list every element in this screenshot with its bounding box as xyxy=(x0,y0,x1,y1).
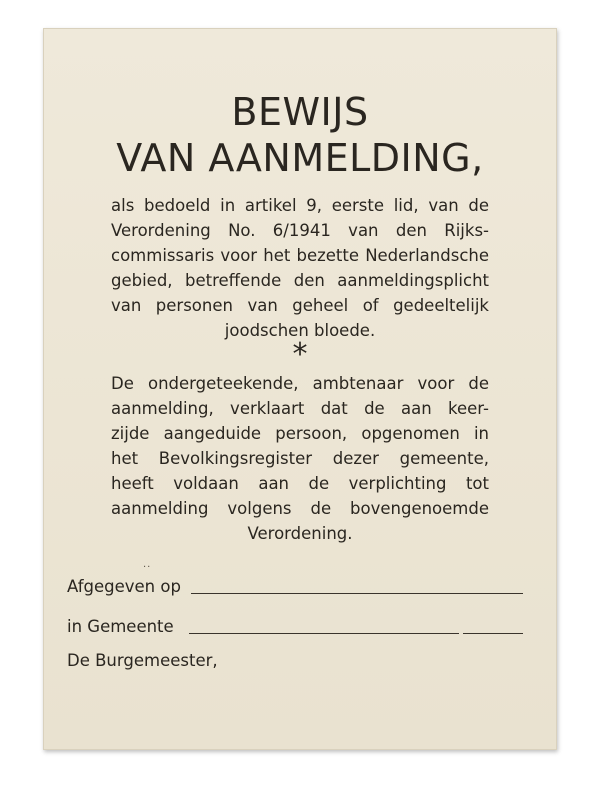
intro-line: joodschen bloede. xyxy=(224,321,376,340)
declaration-line: Verordening. xyxy=(247,524,353,543)
document-title-line2: VAN AANMELDING, xyxy=(116,136,484,180)
issued-on-label: Afgegeven op xyxy=(67,577,181,596)
declaration-line: aanmelding, verklaart dat de aan keer- xyxy=(111,399,489,418)
intro-line: als bedoeld in artikel 9, eerste lid, van de xyxy=(111,196,489,215)
intro-paragraph xyxy=(111,193,489,343)
mayor-field xyxy=(67,648,525,674)
municipality-fill-line-end xyxy=(463,633,523,634)
declaration-line: aanmelding volgens de bovengenoemde xyxy=(111,499,489,518)
asterisk-separator: * xyxy=(292,337,308,372)
declaration-line: het Bevolkingsregister dezer gemeente, xyxy=(111,449,489,468)
intro-line: commissaris voor het bezette Nederlandsche xyxy=(111,246,489,265)
intro-line: Verordening No. 6/1941 van den Rijks- xyxy=(111,221,489,240)
declaration-paragraph xyxy=(111,371,489,546)
municipality-label: in Gemeente xyxy=(67,617,174,636)
ink-speck: ·· xyxy=(143,562,152,573)
mayor-label: De Burgemeester, xyxy=(67,651,218,670)
intro-line: gebied, betreffende den aanmeldingsplicht xyxy=(111,271,489,290)
declaration-line: zijde aangeduide persoon, opgenomen in xyxy=(111,424,489,443)
municipality-fill-line xyxy=(189,633,459,634)
document-title-line1: BEWIJS xyxy=(231,90,369,134)
declaration-line: heeft voldaan aan de verplichting tot xyxy=(111,474,489,493)
declaration-line: De ondergeteekende, ambtenaar voor de xyxy=(111,374,489,393)
municipality-field xyxy=(67,614,525,640)
issued-on-field xyxy=(67,574,525,600)
intro-line: van personen van geheel of gedeeltelijk xyxy=(111,296,489,315)
issued-on-fill-line xyxy=(191,593,523,594)
document-paper xyxy=(43,28,557,750)
